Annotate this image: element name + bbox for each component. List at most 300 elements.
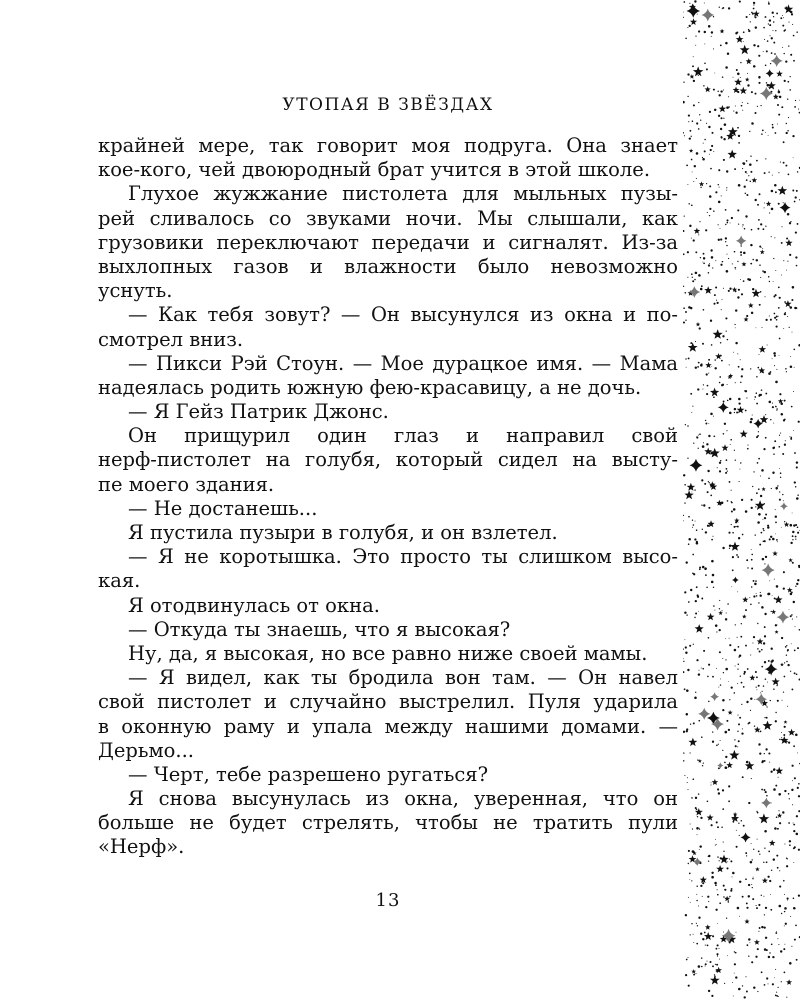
star-dot <box>699 567 701 569</box>
star-dot <box>790 356 791 357</box>
star-dot <box>706 123 707 124</box>
star-dot <box>745 510 748 513</box>
star-dot <box>772 124 774 126</box>
star-dot <box>762 519 763 520</box>
star-dot <box>692 554 694 556</box>
star-dot <box>790 615 792 617</box>
star-dot <box>760 592 761 593</box>
star-dot <box>735 745 737 747</box>
star-dot <box>745 976 746 977</box>
star-dot <box>759 193 761 195</box>
star-dot <box>748 895 750 897</box>
star-shape <box>713 329 723 339</box>
text-line: кая. <box>98 569 141 593</box>
star-dot <box>698 905 699 906</box>
star-dot <box>765 158 766 159</box>
star-dot <box>750 654 751 655</box>
star-dot <box>764 914 765 915</box>
star-dot <box>785 646 787 648</box>
star-dot <box>766 795 768 797</box>
star-dot <box>727 339 728 340</box>
star-dot <box>768 660 770 662</box>
star-dot <box>735 460 736 461</box>
star-dot <box>726 612 727 613</box>
star-dot <box>778 316 779 317</box>
star-dot <box>712 574 715 577</box>
star-dot <box>748 175 749 176</box>
star-dot <box>793 847 795 849</box>
star-dot <box>783 691 784 692</box>
star-dot <box>705 945 706 946</box>
star-dot <box>786 865 788 867</box>
star-dot <box>731 888 733 890</box>
body-text <box>98 134 678 860</box>
star-dot <box>729 699 730 700</box>
star-dot <box>707 385 709 387</box>
star-dot <box>698 448 699 449</box>
star-dot <box>696 586 698 588</box>
star-dot <box>716 668 717 669</box>
star-dot <box>778 996 779 997</box>
star-dot <box>707 944 709 946</box>
star-dot <box>726 245 727 246</box>
star-dot <box>788 22 789 23</box>
star-dot <box>730 439 732 441</box>
star-dot <box>761 666 763 668</box>
star-dot <box>741 623 742 624</box>
star-dot <box>702 765 703 766</box>
star-dot <box>714 882 717 885</box>
star-dot <box>737 591 738 592</box>
star-dot <box>738 184 741 187</box>
star-dot <box>768 135 769 136</box>
star-dot <box>793 898 795 900</box>
star-dot <box>779 886 781 888</box>
star-dot <box>708 860 709 861</box>
star-dot <box>747 448 749 450</box>
star-dot <box>684 484 686 486</box>
star-dot <box>778 307 780 309</box>
star-dot <box>718 184 719 185</box>
star-shape <box>688 343 698 352</box>
star-dot <box>706 68 708 70</box>
star-dot <box>710 168 712 170</box>
star-dot <box>707 470 709 472</box>
star-dot <box>704 63 706 65</box>
star-dot <box>690 342 692 344</box>
star-dot <box>720 117 722 119</box>
star-dot <box>790 593 793 596</box>
star-dot <box>791 643 792 644</box>
star-dot <box>683 648 684 649</box>
star-dot <box>725 472 727 474</box>
star-dot <box>788 174 790 176</box>
star-dot <box>768 3 770 5</box>
star-dot <box>738 366 740 368</box>
star-shape <box>788 729 795 736</box>
star-dot <box>702 445 705 448</box>
star-dot <box>688 121 689 122</box>
star-dot <box>701 957 702 958</box>
star-dot <box>723 89 724 90</box>
star-dot <box>765 64 767 66</box>
star-dot <box>704 31 706 33</box>
star-dot <box>714 359 716 361</box>
star-dot <box>769 212 770 213</box>
star-dot <box>773 281 774 282</box>
star-dot <box>683 658 684 659</box>
star-dot <box>690 752 691 753</box>
star-dot <box>790 221 791 222</box>
star-dot <box>730 222 731 223</box>
star-dot <box>735 382 736 383</box>
star-dot <box>732 982 733 983</box>
star-dot <box>765 678 767 680</box>
star-dot <box>783 17 784 18</box>
star-dot <box>721 360 723 362</box>
star-dot <box>704 3 705 4</box>
star-dot <box>715 839 716 840</box>
star-dot <box>738 823 739 824</box>
star-dot <box>751 554 753 556</box>
star-shape <box>749 675 755 681</box>
star-dot <box>693 942 694 943</box>
star-dot <box>732 569 734 571</box>
star-shape <box>762 487 766 491</box>
text-line: пе моего здания. <box>98 472 275 496</box>
star-dot <box>789 89 791 91</box>
star-dot <box>707 896 709 898</box>
star-dot <box>726 170 728 172</box>
star-dot <box>750 861 753 864</box>
star-dot <box>720 342 722 344</box>
star-dot <box>775 191 777 193</box>
star-dot <box>733 352 734 353</box>
star-dot <box>699 114 700 115</box>
star-dot <box>763 862 764 863</box>
star-dot <box>763 530 764 531</box>
star-shape <box>695 624 704 633</box>
star-dot <box>769 952 770 953</box>
star-dot <box>792 804 793 805</box>
star-dot <box>791 789 793 791</box>
star-dot <box>690 934 691 935</box>
star-dot <box>685 320 686 321</box>
star-dot <box>768 752 770 754</box>
star-dot <box>737 296 739 298</box>
star-dot <box>694 279 696 281</box>
star-dot <box>763 642 765 644</box>
star-dot <box>720 264 722 266</box>
star-dot <box>783 260 784 261</box>
star-dot <box>695 797 697 799</box>
star-dot <box>787 130 789 132</box>
star-dot <box>787 81 789 83</box>
star-dot <box>749 163 752 166</box>
star-dot <box>708 664 710 666</box>
star-dot <box>793 60 795 62</box>
star-shape <box>786 979 792 985</box>
star-dot <box>783 500 784 501</box>
star-dot <box>764 789 766 791</box>
star-dot <box>753 849 754 850</box>
star-dot <box>717 826 719 828</box>
text-line: рей сливалось со звуками ночи. Мы слышали, как <box>98 206 678 230</box>
star-dot <box>728 532 730 534</box>
star-dot <box>698 917 700 919</box>
star-dot <box>770 419 771 420</box>
star-dot <box>772 471 774 473</box>
star-dot <box>702 157 703 158</box>
star-dot <box>691 159 693 161</box>
star-dot <box>699 849 700 850</box>
star-dot <box>791 437 793 439</box>
star-dot <box>785 60 787 62</box>
text-line: Ну, да, я высокая, но все равно ниже своей мамы. <box>128 641 648 665</box>
star-dot <box>784 53 785 54</box>
star-dot <box>790 671 791 672</box>
star-dot <box>751 586 753 588</box>
star-dot <box>792 780 793 781</box>
star-dot <box>720 238 722 240</box>
star-dot <box>773 858 775 860</box>
star-dot <box>718 687 719 688</box>
star-dot <box>697 816 698 817</box>
star-dot <box>687 27 688 28</box>
star-dot <box>776 855 778 857</box>
star-dot <box>683 286 684 287</box>
star-dot <box>741 105 743 107</box>
star-dot <box>784 313 786 315</box>
star-dot <box>776 408 778 410</box>
star-dot <box>696 827 699 830</box>
star-dot <box>698 435 699 436</box>
star-dot <box>703 309 705 311</box>
star-dot <box>757 367 759 369</box>
star-dot <box>701 668 702 669</box>
star-dot <box>747 668 749 670</box>
star-dot <box>757 948 759 950</box>
star-dot <box>743 686 745 688</box>
star-dot <box>790 76 791 77</box>
star-dot <box>735 269 736 270</box>
star-dot <box>746 761 749 764</box>
star-dot <box>765 791 767 793</box>
star-dot <box>784 907 787 910</box>
star-dot <box>776 992 777 993</box>
star-shape <box>780 736 788 744</box>
star-shape <box>728 150 737 159</box>
star-dot <box>788 793 790 795</box>
star-shape <box>705 362 711 368</box>
star-dot <box>737 353 738 354</box>
star-dot <box>708 481 709 482</box>
star-dot <box>764 613 766 615</box>
star-dot <box>752 415 753 416</box>
star-dot <box>761 761 763 763</box>
star-shape <box>759 346 767 353</box>
star-dot <box>700 120 701 121</box>
star-dot <box>717 955 718 956</box>
star-dot <box>798 421 800 423</box>
star-dot <box>772 403 773 404</box>
star-dot <box>685 914 687 916</box>
star-dot <box>766 861 768 863</box>
star-dot <box>728 290 730 292</box>
star-dot <box>783 202 784 203</box>
star-dot <box>768 172 769 173</box>
star-dot <box>735 342 737 344</box>
star-shape <box>766 201 772 206</box>
star-dot <box>764 39 765 40</box>
star-dot <box>698 30 700 32</box>
star-dot <box>783 880 785 882</box>
star-dot <box>766 977 768 979</box>
star-dot <box>683 671 684 673</box>
sparkle-shape <box>753 419 762 428</box>
star-dot <box>690 307 692 309</box>
star-dot <box>719 902 721 904</box>
star-dot <box>703 85 704 86</box>
star-dot <box>790 438 792 440</box>
sparkle-shape <box>777 611 790 624</box>
star-dot <box>767 40 769 42</box>
star-dot <box>684 215 685 216</box>
star-dot <box>775 270 776 271</box>
star-dot <box>756 492 758 494</box>
star-dot <box>764 753 765 754</box>
star-dot <box>747 173 748 174</box>
star-dot <box>752 486 753 487</box>
star-dot <box>715 845 716 846</box>
star-dot <box>783 587 785 589</box>
star-dot <box>775 522 777 524</box>
star-dot <box>719 651 721 653</box>
star-dot <box>755 956 757 958</box>
star-shape <box>776 70 783 76</box>
star-dot <box>692 65 694 67</box>
star-dot <box>761 895 762 896</box>
star-dot <box>776 410 777 411</box>
star-dot <box>766 706 767 707</box>
star-dot <box>792 286 795 289</box>
star-dot <box>704 932 706 934</box>
star-dot <box>710 320 712 322</box>
star-dot <box>693 722 695 724</box>
star-dot <box>686 165 688 167</box>
star-shape <box>684 490 693 499</box>
star-dot <box>787 664 789 666</box>
star-dot <box>734 168 736 170</box>
star-dot <box>769 538 771 540</box>
star-dot <box>715 191 717 193</box>
star-dot <box>787 900 788 901</box>
star-dot <box>708 990 710 992</box>
star-dot <box>711 560 714 563</box>
star-dot <box>764 517 766 519</box>
star-dot <box>765 748 767 750</box>
star-dot <box>779 822 781 824</box>
star-dot <box>722 789 724 791</box>
star-dot <box>783 571 785 573</box>
star-dot <box>707 801 709 803</box>
star-dot <box>746 559 748 561</box>
star-dot <box>794 106 796 108</box>
star-dot <box>748 723 750 725</box>
star-dot <box>691 204 693 206</box>
text-line: — Пикси Рэй Стоун. — Мое дурацкое имя. — Мама <box>128 351 678 375</box>
star-dot <box>738 223 739 224</box>
star-dot <box>717 91 718 92</box>
star-dot <box>719 382 721 384</box>
star-dot <box>711 824 713 826</box>
star-dot <box>699 829 700 830</box>
star-dot <box>686 367 687 368</box>
star-dot <box>689 25 691 27</box>
star-dot <box>723 138 725 140</box>
star-dot <box>779 355 780 356</box>
star-shape <box>757 638 764 645</box>
star-field-icon <box>683 0 800 1000</box>
star-dot <box>694 538 696 540</box>
star-dot <box>740 77 741 78</box>
star-dot <box>726 190 727 191</box>
star-dot <box>758 850 760 852</box>
star-dot <box>705 229 707 231</box>
star-dot <box>714 73 715 74</box>
star-dot <box>751 122 754 125</box>
star-dot <box>798 109 799 110</box>
star-dot <box>740 251 742 253</box>
star-dot <box>750 155 751 156</box>
star-dot <box>729 398 731 400</box>
star-dot <box>759 927 761 929</box>
star-dot <box>737 73 740 76</box>
star-dot <box>774 977 775 978</box>
star-dot <box>777 828 779 830</box>
star-dot <box>786 645 787 646</box>
sparkle-shape <box>762 564 775 577</box>
star-dot <box>735 32 737 34</box>
star-dot <box>792 332 793 333</box>
star-dot <box>751 559 753 561</box>
star-shape <box>705 86 711 92</box>
page-number: 13 <box>375 890 401 911</box>
star-dot <box>725 756 727 758</box>
star-dot <box>734 324 735 325</box>
star-dot <box>780 472 782 474</box>
star-shape <box>694 228 701 234</box>
star-dot <box>765 226 766 227</box>
star-dot <box>711 344 713 346</box>
star-dot <box>735 624 736 625</box>
star-dot <box>699 433 701 435</box>
star-dot <box>762 691 763 692</box>
star-dot <box>753 580 755 582</box>
star-dot <box>797 494 799 496</box>
star-dot <box>741 368 743 370</box>
star-dot <box>793 745 795 747</box>
star-dot <box>693 104 695 106</box>
star-dot <box>764 635 766 637</box>
text-line: Я пустила пузыри в голубя, и он взлетел. <box>128 521 558 544</box>
star-dot <box>750 21 751 22</box>
star-dot <box>703 442 704 443</box>
star-dot <box>740 462 741 463</box>
star-dot <box>737 127 739 129</box>
star-dot <box>772 956 774 958</box>
star-dot <box>768 477 770 479</box>
